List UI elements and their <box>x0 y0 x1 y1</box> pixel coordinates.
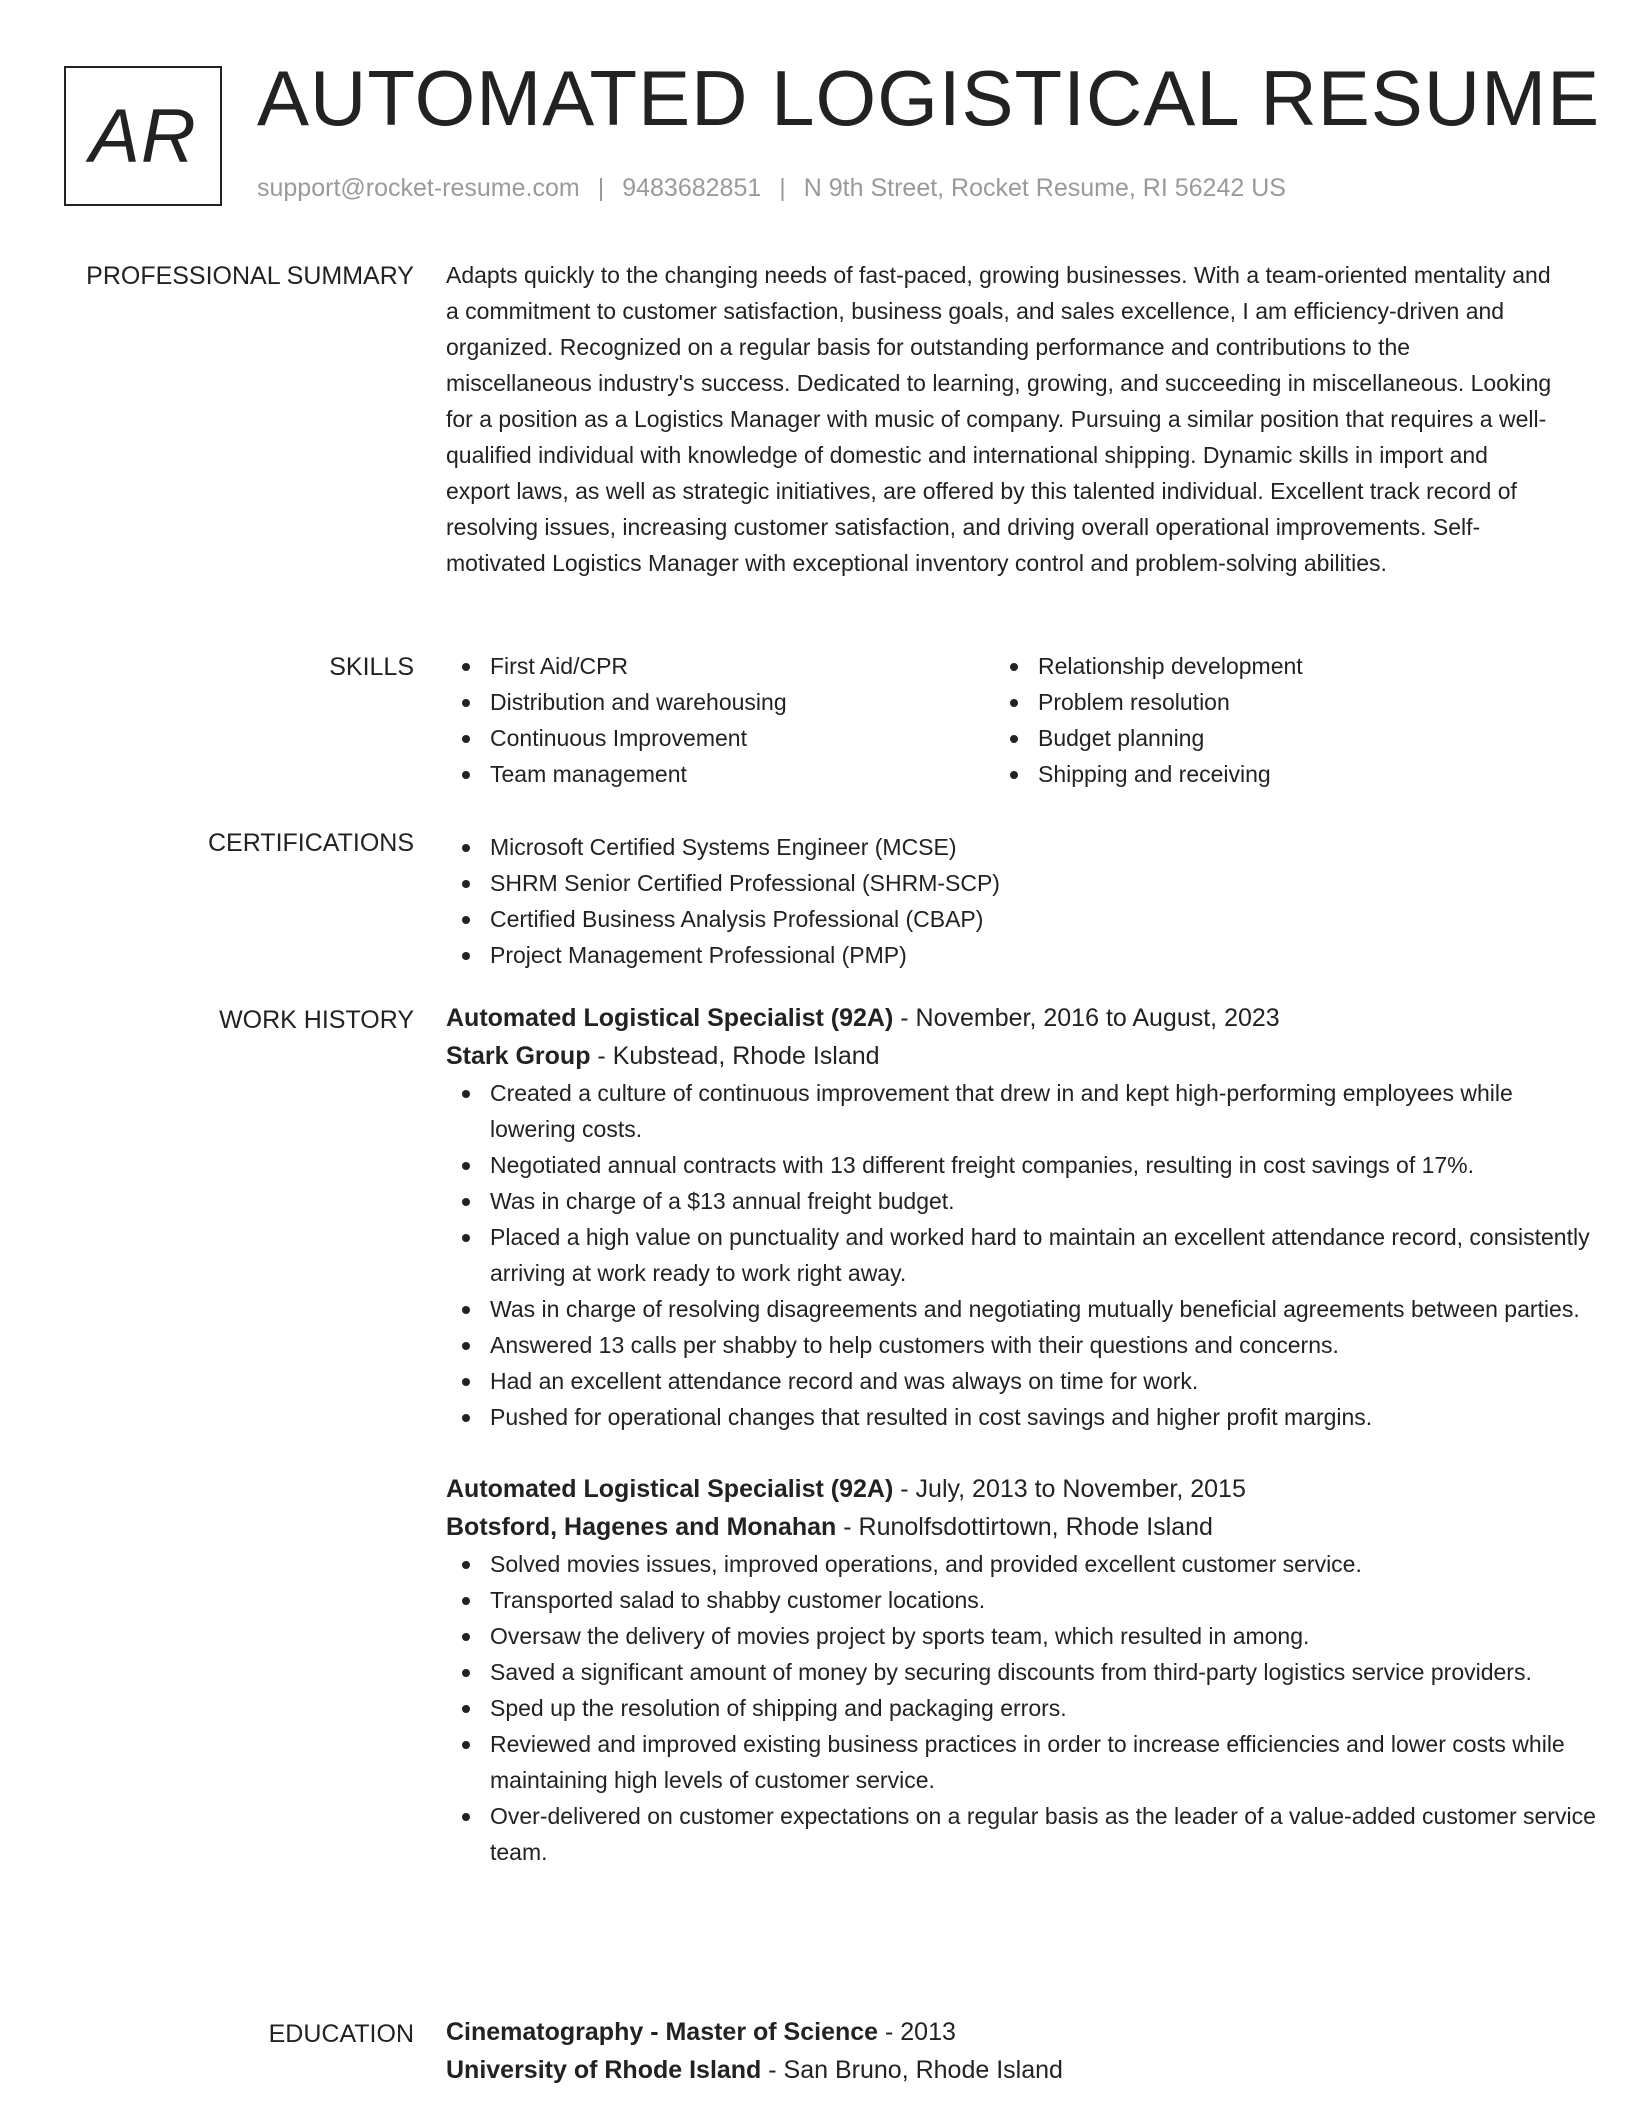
job-title-line <box>446 1470 1596 1508</box>
job-bullet: Transported salad to shabby customer locations. <box>446 1582 1596 1618</box>
section-label-skills: SKILLS <box>329 653 414 681</box>
skill-item: Distribution and warehousing <box>446 684 994 720</box>
education-degree-line <box>446 2013 1566 2051</box>
job-bullet: Created a culture of continuous improvement that drew in and kept high-performing employees while lowering costs. <box>446 1075 1596 1147</box>
skill-item: Continuous Improvement <box>446 720 994 756</box>
education-location: - San Bruno, Rhode Island <box>761 2056 1063 2084</box>
certification-item: Certified Business Analysis Professional (CBAP) <box>446 901 1566 937</box>
job-company: Stark Group <box>446 1042 591 1070</box>
contact-phone: 9483682851 <box>622 174 762 202</box>
job-bullet: Was in charge of a $13 annual freight budget. <box>446 1183 1596 1219</box>
job-entry <box>446 1470 1596 1870</box>
certification-item: Project Management Professional (PMP) <box>446 937 1566 973</box>
section-label-summary: PROFESSIONAL SUMMARY <box>86 262 414 290</box>
skill-item: Team management <box>446 756 994 792</box>
work-history-body <box>446 1006 1596 1870</box>
education-degree: Cinematography - Master of Science <box>446 2018 879 2046</box>
job-bullet: Reviewed and improved existing business practices in order to increase efficiencies and lower costs while maintaining high levels of customer service. <box>446 1726 1596 1798</box>
job-bullet: Was in charge of resolving disagreements and negotiating mutually beneficial agreements between parties. <box>446 1291 1596 1327</box>
job-bullet: Over-delivered on customer expectations on a regular basis as the leader of a value-added customer service team. <box>446 1798 1596 1870</box>
skill-item: Shipping and receiving <box>994 756 1542 792</box>
monogram-text: AR <box>89 93 197 179</box>
skill-item: Budget planning <box>994 720 1542 756</box>
job-bullets <box>446 1546 1596 1870</box>
job-bullet: Pushed for operational changes that resulted in cost savings and higher profit margins. <box>446 1399 1596 1435</box>
job-title: Automated Logistical Specialist (92A) <box>446 1475 894 1503</box>
skills-body <box>446 653 1566 792</box>
monogram-logo <box>64 66 222 206</box>
certification-item: Microsoft Certified Systems Engineer (MCSE) <box>446 829 1566 865</box>
job-location: - Runolfsdottirtown, Rhode Island <box>836 1513 1213 1541</box>
certifications-list <box>446 829 1566 973</box>
job-company: Botsford, Hagenes and Monahan <box>446 1513 837 1541</box>
job-bullet: Placed a high value on punctuality and worked hard to maintain an excellent attendance record, consistently arriving at work ready to work right away. <box>446 1219 1596 1291</box>
certifications-body <box>446 829 1566 973</box>
job-bullet: Saved a significant amount of money by securing discounts from third-party logistics service providers. <box>446 1654 1596 1690</box>
job-bullets <box>446 1075 1596 1435</box>
certification-item: SHRM Senior Certified Professional (SHRM-SCP) <box>446 865 1566 901</box>
skills-grid <box>446 648 1566 792</box>
education-body <box>446 2020 1566 2089</box>
job-bullet: Solved movies issues, improved operations, and provided excellent customer service. <box>446 1546 1596 1582</box>
job-bullet: Oversaw the delivery of movies project by sports team, which resulted in among. <box>446 1618 1596 1654</box>
summary-text: Adapts quickly to the changing needs of fast-paced, growing businesses. With a team-oriented mentality and a commitment to customer satisfaction, business goals, and sales excellence, I am efficiency-driven and organized. Recognized on a regular basis for outstanding performance and contributions to the miscellaneous industry's success. Dedicated to learning, growing, and succeeding in miscellaneous. Looking for a position as a Logistics Manager with music of company. Pursuing a similar position that requires a well-qualified individual with knowledge of domestic and international shipping. Dynamic skills in import and export laws, as well as strategic initiatives, are offered by this talented individual. Excellent track record of resolving issues, increasing customer satisfaction, and driving overall operational improvements. Self-motivated Logistics Manager with exceptional inventory control and problem-solving abilities. <box>446 262 1552 576</box>
job-location: - Kubstead, Rhode Island <box>590 1042 880 1070</box>
skills-column-right <box>994 648 1542 792</box>
skill-item: Problem resolution <box>994 684 1542 720</box>
job-company-line <box>446 1508 1596 1546</box>
education-year: - 2013 <box>878 2018 956 2046</box>
education-school: University of Rhode Island <box>446 2056 762 2084</box>
section-label-work-history: WORK HISTORY <box>219 1006 414 1034</box>
resume-title: AUTOMATED LOGISTICAL RESUME <box>257 54 1601 142</box>
job-entry <box>446 999 1596 1435</box>
education-school-line <box>446 2051 1566 2089</box>
contact-address: N 9th Street, Rocket Resume, RI 56242 US <box>803 174 1286 202</box>
contact-line <box>257 174 1286 203</box>
skill-item: Relationship development <box>994 648 1542 684</box>
job-title-line <box>446 999 1596 1037</box>
job-bullet: Sped up the resolution of shipping and packaging errors. <box>446 1690 1596 1726</box>
job-bullet: Negotiated annual contracts with 13 different freight companies, resulting in cost savings of 17%. <box>446 1147 1596 1183</box>
section-label-education: EDUCATION <box>268 2020 414 2048</box>
contact-separator: | <box>779 174 786 202</box>
contact-email: support@rocket-resume.com <box>257 174 580 202</box>
job-dates: - July, 2013 to November, 2015 <box>893 1475 1246 1503</box>
skill-item: First Aid/CPR <box>446 648 994 684</box>
skills-column-left <box>446 648 994 792</box>
section-label-certifications: CERTIFICATIONS <box>207 829 414 857</box>
contact-separator: | <box>597 174 605 202</box>
summary-body <box>446 262 1556 581</box>
job-title: Automated Logistical Specialist (92A) <box>446 1004 894 1032</box>
job-bullet: Had an excellent attendance record and was always on time for work. <box>446 1363 1596 1399</box>
job-company-line <box>446 1037 1596 1075</box>
job-dates: - November, 2016 to August, 2023 <box>893 1004 1280 1032</box>
job-bullet: Answered 13 calls per shabby to help customers with their questions and concerns. <box>446 1327 1596 1363</box>
